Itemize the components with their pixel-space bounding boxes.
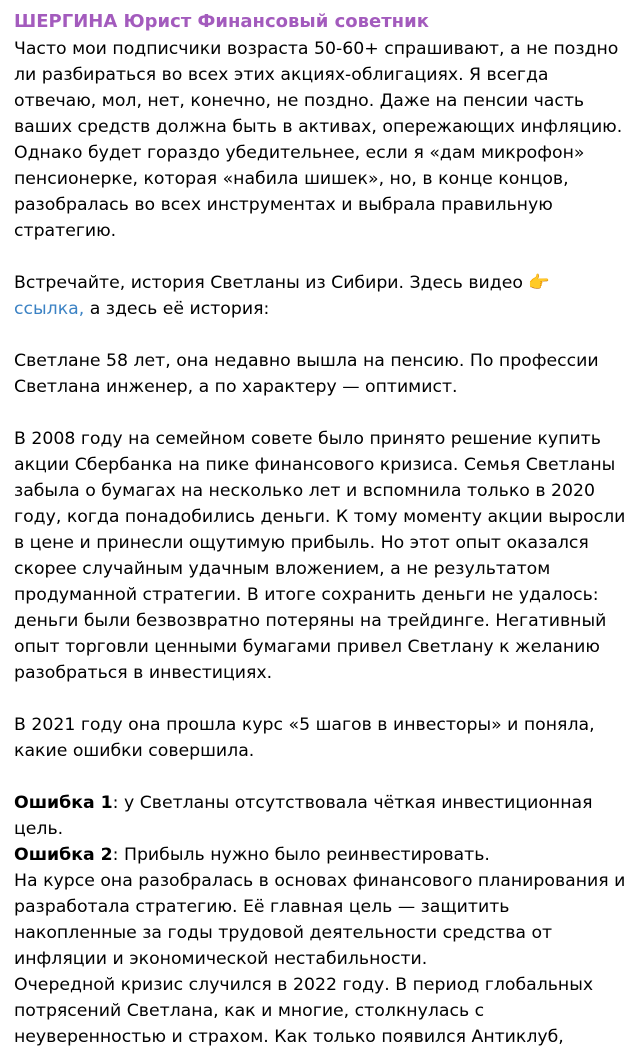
paragraph-intro: Часто мои подписчики возраста 50-60+ спрашивают, а не поздно ли разбираться во всех этих акциях-облигациях. Я всегда отвечаю, мол, нет, конечно, не поздно. Даже на пенсии часть ваших средств должна быть в активах, опережающих инфляцию. Однако будет гораздо убедительнее, если я «дам микрофон» пенсионерке, которая «набила шишек», но, в конце концов, разобралась во всех инструментах и выбрала правильную стратегию. xyxy=(14,39,623,241)
paragraph-gap xyxy=(14,400,627,426)
video-intro-text: Встречайте, история Светланы из Сибири. Здесь видео 👉 xyxy=(14,273,550,293)
strategy-text: На курсе она разобралась в основах финансового планирования и разработала стратегию. Её главная цель — защитить накопленные за годы трудовой деятельности средства от инфляции и экономической нестабильности. xyxy=(14,871,626,969)
paragraph-history: В 2008 году на семейном совете было принято решение купить акции Сбербанка на пике финансового кризиса. Семья Светланы забыла о бумагах на несколько лет и вспомнила только в 2020 году, когда понадобились деньги. К тому моменту акции выросли в цене и принесли ощутимую прибыль. Но этот опыт оказался скорее случайным удачным вложением, а не результатом продуманной стратегии. В итоге сохранить деньги не удалось: деньги были безвозвратно потеряны на трейдинге. Негативный опыт торговли ценными бумагами привел Светлану к желанию разобраться в инвестициях. xyxy=(14,429,626,683)
error-1-text: : у Светланы отсутствовала чёткая инвестиционная цель. xyxy=(14,793,593,839)
paragraph-errors xyxy=(14,790,627,1050)
paragraph-course: В 2021 году она прошла курс «5 шагов в инвесторы» и поняла, какие ошибки совершила. xyxy=(14,715,595,761)
paragraph-about: Светлане 58 лет, она недавно вышла на пенсию. По профессии Светлана инженер, а по характеру — оптимист. xyxy=(14,351,599,397)
paragraph-gap xyxy=(14,686,627,712)
error-2-label: Ошибка 2 xyxy=(14,845,113,865)
paragraph-gap xyxy=(14,244,627,270)
error-1-label: Ошибка 1 xyxy=(14,793,113,813)
sender-name[interactable]: ШЕРГИНА Юрист Финансовый советник xyxy=(14,11,429,32)
paragraph-gap xyxy=(14,764,627,790)
paragraph-video xyxy=(14,270,627,322)
video-link[interactable]: ссылка, xyxy=(14,299,85,319)
paragraph-gap xyxy=(14,322,627,348)
crisis-text: Очередной кризис случился в 2022 году. В период глобальных потрясений Светлана, как и многие, столкнулась с неуверенностью и страхом. Как только появился Антиклуб, xyxy=(14,975,594,1047)
error-2-text: : Прибыль нужно было реинвестировать. xyxy=(112,845,490,865)
video-tail-text: а здесь её история: xyxy=(84,299,270,319)
